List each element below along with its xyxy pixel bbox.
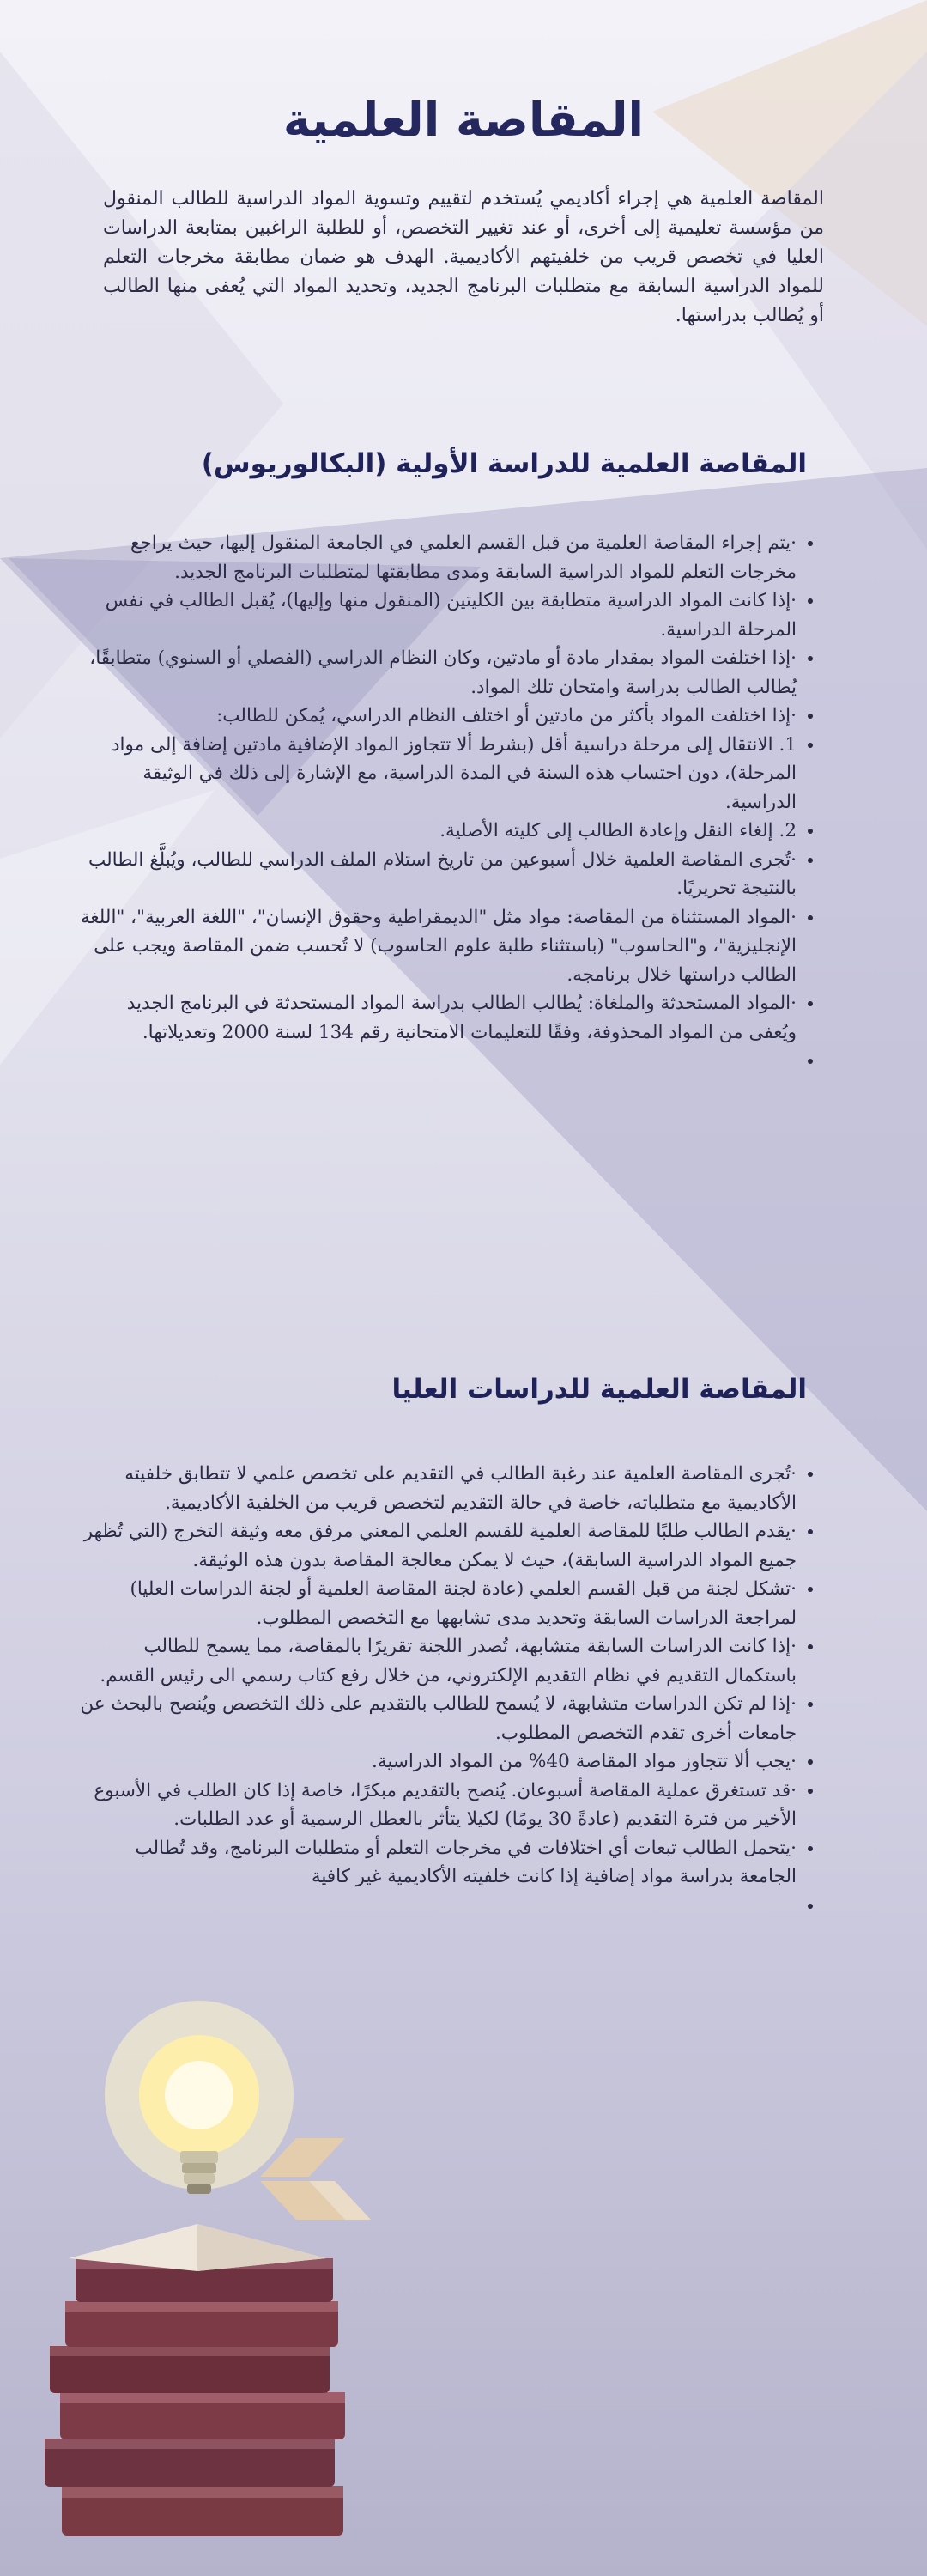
list-item: • ·إذا اختلفت المواد بأكثر من مادتين أو اختلف النظام الدراسي، يُمكن للطالب:	[76, 702, 797, 731]
books-stack-image	[45, 2224, 345, 2536]
list-item: • ·يتحمل الطالب تبعات أي اختلافات في مخرجات التعلم أو متطلبات البرنامج، وقد تُطالب الجامعة بدراسة مواد إضافية إذا كانت خلفيته الأكاديمية غير كافية	[76, 1834, 797, 1892]
light-bulb-icon	[105, 2001, 294, 2194]
list-item: • ·إذا اختلفت المواد بمقدار مادة أو مادتين، وكان النظام الدراسي (الفصلي أو السنوي) متطابقًا، يُطالب الطالب بدراسة وامتحان تلك المواد.	[76, 644, 797, 702]
list-item: • ·يجب ألا تتجاوز مواد المقاصة 40% من المواد الدراسية.	[76, 1747, 797, 1777]
intro-paragraph: المقاصة العلمية هي إجراء أكاديمي يُستخدم لتقييم وتسوية المواد الدراسية للطالب المنقول من مؤسسة تعليمية إلى أخرى، أو عند تغيير التخصص، أو للطلبة الراغبين بمتابعة الدراسات العليا في تخصص قريب من خلفيتهم الأكاديمية. الهدف هو ضمان مطابقة مخرجات التعلم للمواد الدراسية السابقة مع متطلبات البرنامج الجديد، وتحديد المواد التي يُعفى منها الطالب أو يُطالب بدراستها.	[103, 188, 824, 326]
list-item: • ·تُجرى المقاصة العلمية عند رغبة الطالب في التقديم على تخصص علمي لا تتطابق خلفيته الأكاديمية مع متطلباته، خاصة في حالة التقديم لتخصص قريب من الخلفية الأكاديمية.	[76, 1460, 797, 1517]
list-item: • ·يقدم الطالب طلبًا للمقاصة العلمية للقسم العلمي المعني مرفق معه وثيقة التخرج (التي تُظهر جميع المواد الدراسية السابقة)، حيث لا يمكن معالجة المقاصة بدون هذه الوثيقة.	[76, 1517, 797, 1575]
grad-section-title: المقاصة العلمية للدراسات العليا	[391, 1374, 807, 1405]
page-title: المقاصة العلمية	[282, 93, 645, 147]
list-item: • ·قد تستغرق عملية المقاصة أسبوعان. يُنصح بالتقديم مبكرًا، خاصة إذا كان الطلب في الأسبوع الأخير من فترة التقديم (عادةً 30 يومًا) لكيلا يتأثر بالعطل الرسمية أو عدد الطلبات.	[76, 1777, 797, 1834]
list-item: • 2. إلغاء النقل وإعادة الطالب إلى كليته الأصلية.	[76, 817, 797, 846]
undergrad-list	[76, 529, 824, 1075]
list-item-empty	[76, 1047, 797, 1075]
list-item: • ·تشكل لجنة من قبل القسم العلمي (عادة لجنة المقاصة العلمية أو لجنة الدراسات العليا) لمراجعة الدراسات السابقة وتحديد مدى تشابهها مع التخصص المطلوب.	[76, 1575, 797, 1632]
list-item: • ·المواد المستحدثة والملغاة: يُطالب الطالب بدراسة المواد المستحدثة في البرنامج الجديد ويُعفى من المواد المحذوفة، وفقًا للتعليمات الامتحانية رقم 134 لسنة 2000 وتعديلاتها.	[76, 989, 797, 1047]
list-item: • ·إذا كانت الدراسات السابقة متشابهة، تُصدر اللجنة تقريرًا بالمقاصة، مما يسمح للطالب باستكمال التقديم في نظام التقديم الإلكتروني، من خلال رفع كتاب رسمي الى رئيس القسم.	[76, 1632, 797, 1690]
list-item: • ·تُجرى المقاصة العلمية خلال أسبوعين من تاريخ استلام الملف الدراسي للطالب، ويُبلَّغ الطالب بالنتيجة تحريريًا.	[76, 846, 797, 903]
grad-list	[76, 1460, 824, 1920]
list-item: • ·إذا لم تكن الدراسات متشابهة، لا يُسمح للطالب بالتقديم على ذلك التخصص ويُنصح بالبحث عن جامعات أخرى تقدم التخصص المطلوب.	[76, 1690, 797, 1747]
arrow-logo-icon	[260, 2138, 371, 2220]
list-item: • ·إذا كانت المواد الدراسية متطابقة بين الكليتين (المنقول منها وإليها)، يُقبل الطالب في نفس المرحلة الدراسية.	[76, 586, 797, 644]
list-item: • 1. الانتقال إلى مرحلة دراسية أقل (بشرط ألا تتجاوز المواد الإضافية مادتين إضافة إلى مواد المرحلة)، دون احتساب هذه السنة في المدة الدراسية، مع الإشارة إلى ذلك في الوثيقة الدراسية.	[76, 731, 797, 817]
list-item: • ·المواد المستثناة من المقاصة: مواد مثل "الديمقراطية وحقوق الإنسان"، "اللغة العربية"، "اللغة الإنجليزية"، و"الحاسوب" (باستثناء طلبة علوم الحاسوب) لا تُحسب ضمن المقاصة ويجب على الطالب دراستها خلال برنامجه.	[76, 903, 797, 990]
list-item: • ·يتم إجراء المقاصة العلمية من قبل القسم العلمي في الجامعة المنقول إليها، حيث يراجع مخرجات التعلم للمواد الدراسية السابقة ومدى مطابقتها لمتطلبات البرنامج الجديد.	[76, 529, 797, 586]
undergrad-section-title: المقاصة العلمية للدراسة الأولية (البكالوريوس)	[201, 448, 807, 479]
list-item-empty	[76, 1892, 797, 1920]
